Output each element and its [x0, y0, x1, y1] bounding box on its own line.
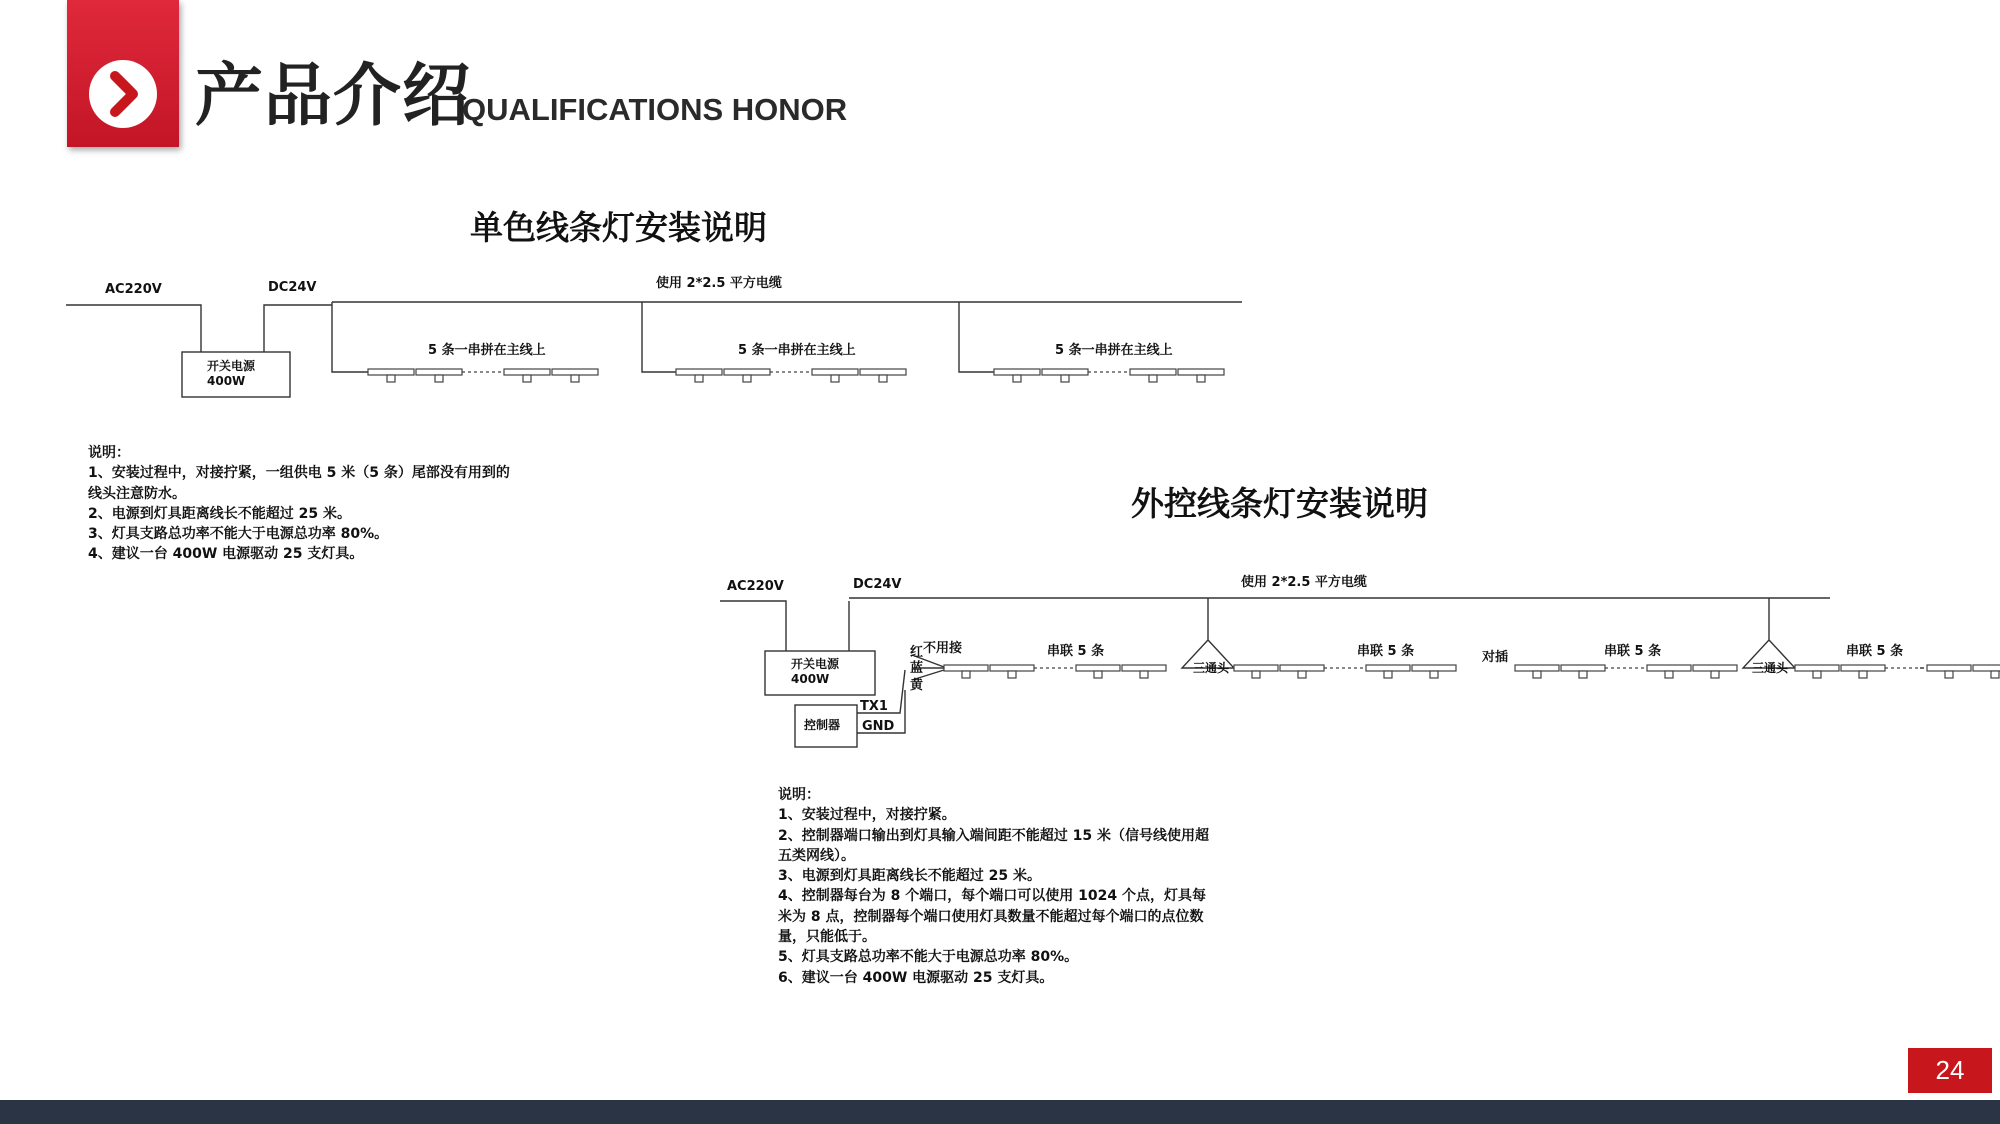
- light-bar-clip: [1665, 671, 1673, 678]
- diagram2-note-line: 说明：: [778, 787, 820, 803]
- diagram2-note-line: 6、建议一台 400W 电源驱动 25 支灯具。: [778, 969, 1054, 986]
- diagram2-note-line: 5、灯具支路总功率不能大于电源总功率 80%。: [778, 949, 1079, 966]
- light-bar: [1178, 369, 1224, 375]
- light-bar-clip: [1094, 671, 1102, 678]
- light-bar: [1234, 665, 1278, 671]
- light-bar: [1280, 665, 1324, 671]
- diagram1-psu-line2: 400W: [207, 374, 246, 388]
- light-bar: [1927, 665, 1971, 671]
- diagram2-notes: [778, 785, 1209, 988]
- page-subtitle: QUALIFICATIONS HONOR: [462, 92, 848, 127]
- light-bar: [416, 369, 462, 375]
- diagram1-segment-label-3: 5 条一串拼在主线上: [1055, 343, 1173, 358]
- diagram2-series-label-3: 串联 5 条: [1604, 644, 1662, 659]
- light-bar-clip: [1252, 671, 1260, 678]
- diagram1-segment-label-1: 5 条一串拼在主线上: [428, 343, 546, 358]
- light-bar: [676, 369, 722, 375]
- diagram1-psu-line1: 开关电源: [207, 359, 256, 373]
- light-bar: [1693, 665, 1737, 671]
- light-bar-clip: [1711, 671, 1719, 678]
- light-bar: [1515, 665, 1559, 671]
- light-bar: [1647, 665, 1691, 671]
- footer-bar: [0, 1100, 2000, 1124]
- light-bar: [1076, 665, 1120, 671]
- diagram1-dc-label: DC24V: [268, 280, 317, 295]
- light-bar: [1561, 665, 1605, 671]
- diagram2-note-line: 4、控制器每台为 8 个端口，每个端口可以使用 1024 个点，灯具每: [778, 888, 1206, 905]
- light-bar-clip: [523, 375, 531, 382]
- light-bar: [994, 369, 1040, 375]
- diagram1-note-line: 线头注意防水。: [88, 485, 186, 502]
- light-bar: [1841, 665, 1885, 671]
- diagram2-note-line: 量，只能低于。: [778, 929, 876, 946]
- diagram2-gnd-label: GND: [862, 719, 895, 734]
- diagram2-series-label-2: 串联 5 条: [1357, 644, 1415, 659]
- light-bar-clip: [1859, 671, 1867, 678]
- light-bar: [990, 665, 1034, 671]
- light-bar: [1122, 665, 1166, 671]
- light-bar: [368, 369, 414, 375]
- diagram2-tee-label-2: 三通头: [1752, 661, 1789, 675]
- light-bar-clip: [1008, 671, 1016, 678]
- light-bar: [1042, 369, 1088, 375]
- diagram2-note-line: 2、控制器端口输出到灯具输入端间距不能超过 15 米（信号线使用超: [778, 827, 1209, 844]
- light-bar: [812, 369, 858, 375]
- diagram1-note-line: 3、灯具支路总功率不能大于电源总功率 80%。: [88, 526, 389, 543]
- diagram1-light-bars: [368, 369, 1224, 382]
- light-bar-clip: [1384, 671, 1392, 678]
- light-bar-clip: [1149, 375, 1157, 382]
- diagram1-cable-label: 使用 2*2.5 平方电缆: [656, 276, 782, 291]
- light-bar-clip: [435, 375, 443, 382]
- light-bar-clip: [962, 671, 970, 678]
- light-bar-clip: [1579, 671, 1587, 678]
- diagram2-tx-label: TX1: [860, 699, 888, 714]
- page-number: 24: [1908, 1048, 1992, 1093]
- diagram2-note-line: 五类网线）。: [778, 847, 855, 864]
- light-bar-clip: [695, 375, 703, 382]
- diagram2-wire-blue: 蓝: [910, 661, 924, 676]
- light-bar-clip: [1430, 671, 1438, 678]
- light-bar: [1973, 665, 2000, 671]
- diagram1-note-line: 2、电源到灯具距离线长不能超过 25 米。: [88, 505, 351, 522]
- diagram2-psu-label: [791, 657, 839, 687]
- light-bar-clip: [1945, 671, 1953, 678]
- light-bar: [724, 369, 770, 375]
- light-bar: [944, 665, 988, 671]
- light-bar-clip: [879, 375, 887, 382]
- light-bar: [1130, 369, 1176, 375]
- light-bar-clip: [571, 375, 579, 382]
- light-bar-clip: [1013, 375, 1021, 382]
- diagram2-note-line: 3、电源到灯具距离线长不能超过 25 米。: [778, 868, 1041, 885]
- light-bar-clip: [1140, 671, 1148, 678]
- diagram2-unused-label: 不用接: [923, 641, 963, 656]
- diagram2-note-line: 米为 8 点，控制器每个端口使用灯具数量不能超过每个端口的点位数: [778, 908, 1204, 925]
- diagram1-note-line: 说明：: [88, 445, 130, 461]
- light-bar-clip: [1813, 671, 1821, 678]
- diagram2-series-label-4: 串联 5 条: [1846, 644, 1904, 659]
- diagram2-controller-label: 控制器: [804, 718, 841, 732]
- diagram1-ac-label: AC220V: [105, 282, 162, 297]
- light-bar: [860, 369, 906, 375]
- diagram1-title: 单色线条灯安装说明: [470, 208, 767, 247]
- diagram2-wiring: [720, 598, 1924, 747]
- diagram1-segment-label-2: 5 条一串拼在主线上: [738, 343, 856, 358]
- diagram2-dc-label: DC24V: [853, 577, 902, 592]
- light-bar: [1412, 665, 1456, 671]
- light-bar-clip: [743, 375, 751, 382]
- light-bar-clip: [1061, 375, 1069, 382]
- diagram2-light-bars: [944, 665, 2000, 678]
- light-bar-clip: [831, 375, 839, 382]
- diagram1-note-line: 1、安装过程中，对接拧紧，一组供电 5 米（5 条）尾部没有用到的: [88, 465, 510, 482]
- light-bar: [1795, 665, 1839, 671]
- diagram2-cable-label: 使用 2*2.5 平方电缆: [1241, 575, 1367, 590]
- light-bar: [552, 369, 598, 375]
- diagram2-note-line: 1、安装过程中，对接拧紧。: [778, 807, 956, 824]
- light-bar-clip: [387, 375, 395, 382]
- diagram2-title: 外控线条灯安装说明: [1131, 484, 1428, 523]
- light-bar-clip: [1533, 671, 1541, 678]
- diagram2-ac-label: AC220V: [727, 579, 784, 594]
- light-bar-clip: [1197, 375, 1205, 382]
- page-title: 产品介绍: [195, 57, 472, 136]
- diagram2-wire-red: 红: [910, 645, 924, 660]
- diagram1-note-line: 4、建议一台 400W 电源驱动 25 支灯具。: [88, 546, 364, 563]
- diagram2-tee-label-1: 三通头: [1193, 661, 1230, 675]
- diagram2-series-label-1: 串联 5 条: [1047, 644, 1105, 659]
- light-bar: [1366, 665, 1410, 671]
- diagram2-plug-label: 对插: [1482, 650, 1509, 665]
- light-bar: [504, 369, 550, 375]
- light-bar-clip: [1991, 671, 1999, 678]
- diagram1-notes: [88, 443, 510, 565]
- light-bar-clip: [1298, 671, 1306, 678]
- diagram2-psu-line2: 400W: [791, 672, 830, 686]
- diagram2-psu-line1: 开关电源: [791, 657, 840, 671]
- diagram1-psu-label: [207, 359, 255, 389]
- diagram2-wire-yellow: 黄: [910, 678, 924, 693]
